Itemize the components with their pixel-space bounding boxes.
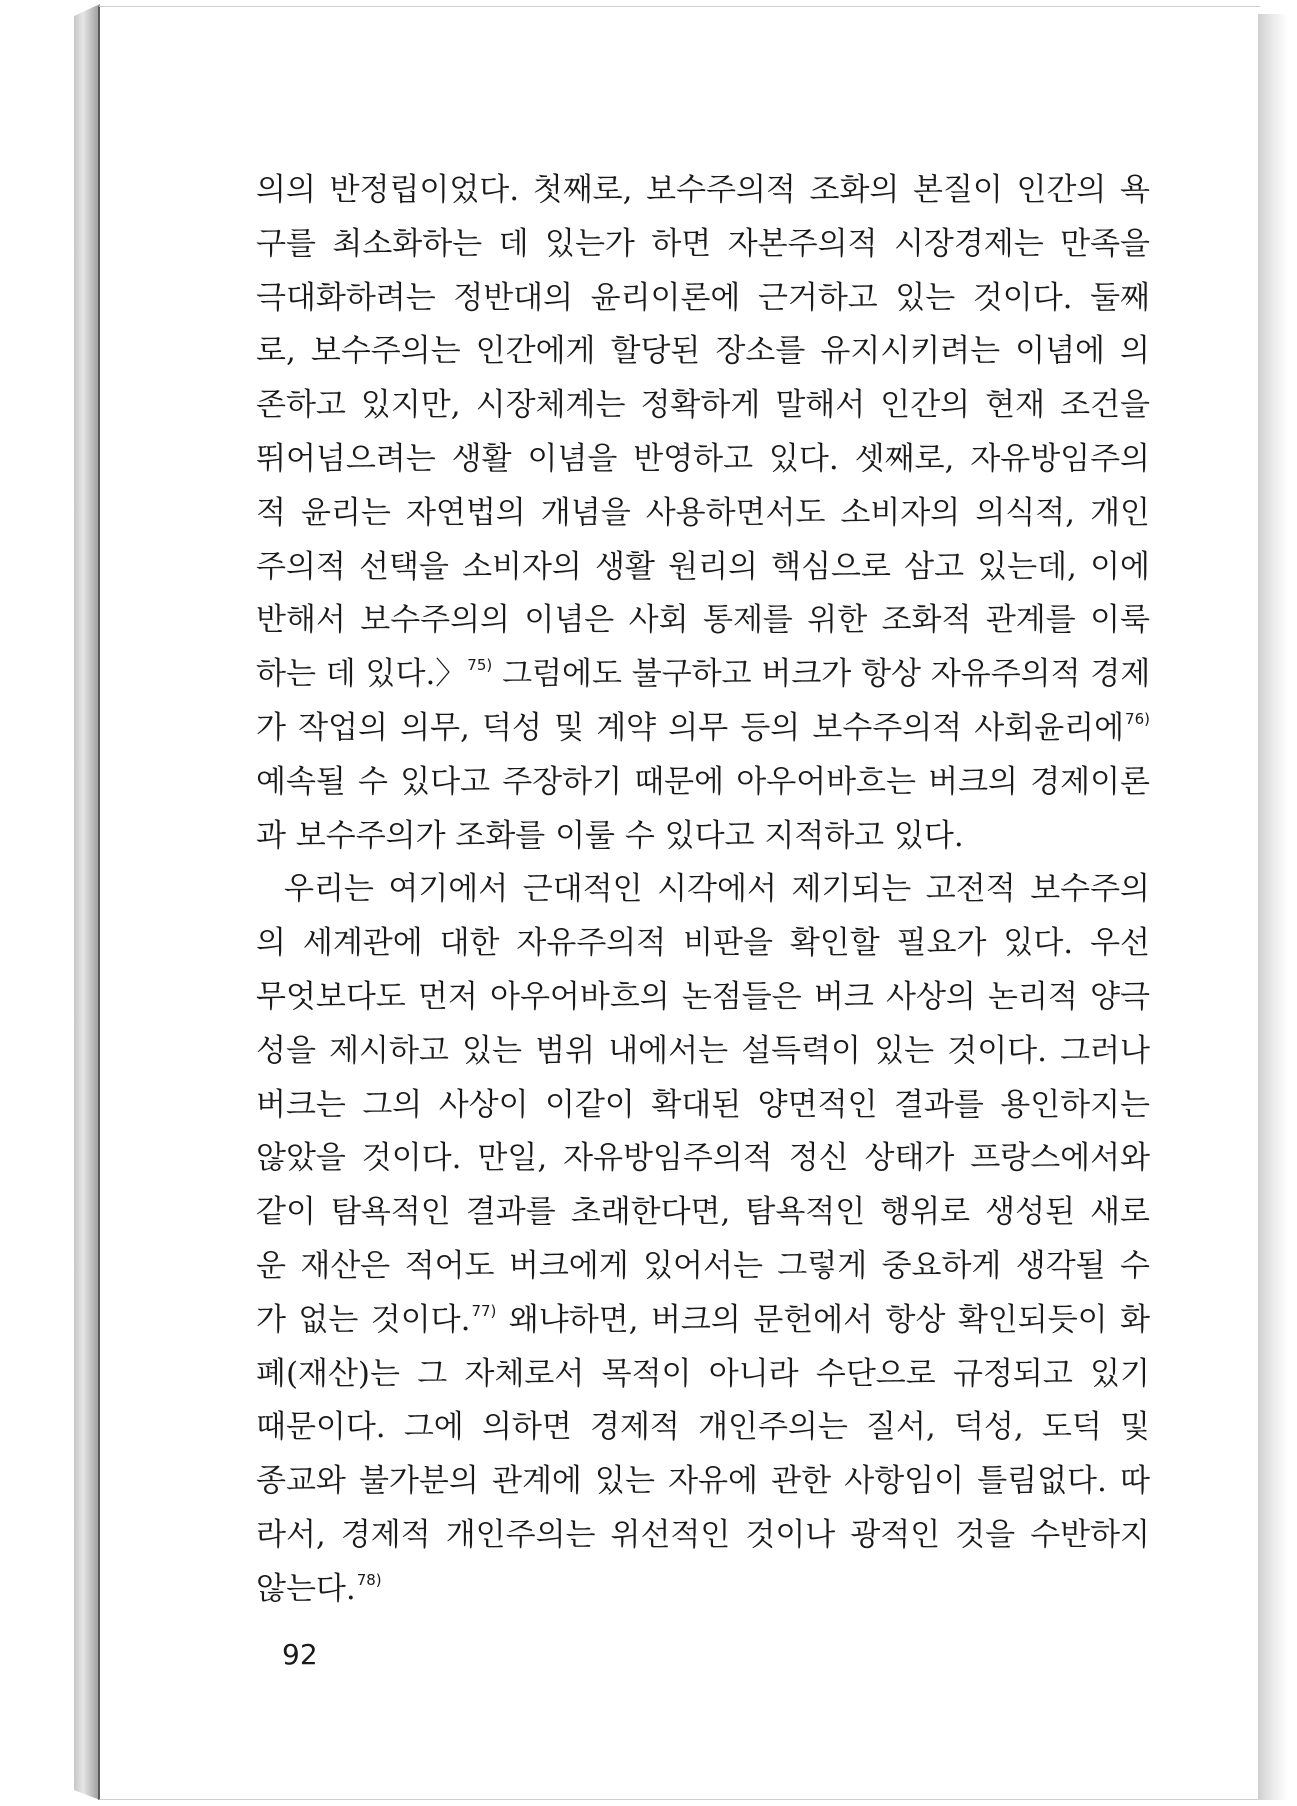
text-line	[256, 487, 1150, 541]
text-line	[256, 218, 1150, 272]
text-line	[256, 1348, 1150, 1402]
text-line	[256, 594, 1150, 648]
line-text-continued: 왜냐하면, 버크의 문헌에서 항상 확인되듯이 화	[496, 1301, 1150, 1338]
line-text: 같이 탐욕적인 결과를 초래한다면, 탐욕적인 행위로 생성된 새로	[256, 1194, 1150, 1231]
text-line	[256, 1132, 1150, 1186]
text-line	[256, 433, 1150, 487]
footnote-marker: 78)	[356, 1570, 382, 1589]
body-text	[256, 164, 1150, 1617]
text-line	[256, 702, 1150, 756]
text-line	[256, 379, 1150, 433]
line-text: 라서, 경제적 개인주의는 위선적인 것이나 광적인 것을 수반하지	[256, 1516, 1150, 1553]
text-line	[256, 917, 1150, 971]
text-line	[256, 272, 1150, 326]
text-line	[256, 164, 1150, 218]
footnote-marker: 76)	[1125, 709, 1150, 728]
text-line	[256, 325, 1150, 379]
text-line	[256, 1240, 1150, 1294]
text-line	[256, 863, 1150, 917]
line-text: 우리는 여기에서 근대적인 시각에서 제기되는 고전적 보수주의	[284, 871, 1150, 908]
page-number: 92	[282, 1638, 318, 1671]
line-text: 무엇보다도 먼저 아우어바흐의 논점들은 버크 사상의 논리적 양극	[256, 978, 1150, 1015]
line-text: 적 윤리는 자연법의 개념을 사용하면서도 소비자의 의식적, 개인	[256, 494, 1150, 531]
line-text: 하는 데 있다.〉	[256, 656, 467, 693]
text-line	[256, 971, 1150, 1025]
line-text: 주의적 선택을 소비자의 생활 원리의 핵심으로 삼고 있는데, 이에	[256, 548, 1150, 585]
line-text: 운 재산은 적어도 버크에게 있어서는 그렇게 중요하게 생각될 수	[256, 1247, 1150, 1284]
page-shadow	[1258, 14, 1288, 1800]
footnote-marker: 75)	[467, 656, 493, 675]
line-text: 존하고 있지만, 시장체계는 정확하게 말해서 인간의 현재 조건을	[256, 387, 1150, 424]
line-text: 로, 보수주의는 인간에게 할당된 장소를 유지시키려는 이념에 의	[256, 333, 1150, 370]
text-line	[256, 1186, 1150, 1240]
page-stack-edge	[74, 4, 100, 1800]
line-text: 예속될 수 있다고 주장하기 때문에 아우어바흐는 버크의 경제이론	[256, 763, 1150, 800]
line-text: 성을 제시하고 있는 범위 내에서는 설득력이 있는 것이다. 그러나	[256, 1032, 1150, 1069]
text-line	[256, 1401, 1150, 1455]
text-line	[256, 1455, 1150, 1509]
text-line	[256, 810, 1150, 864]
line-text: 의의 반정립이었다. 첫째로, 보수주의적 조화의 본질이 인간의 욕	[256, 172, 1150, 208]
line-text: 않았을 것이다. 만일, 자유방임주의적 정신 상태가 프랑스에서와	[256, 1140, 1150, 1177]
text-line	[256, 541, 1150, 595]
line-text: 종교와 불가분의 관계에 있는 자유에 관한 사항임이 틀림없다. 따	[256, 1463, 1150, 1500]
line-text: 과 보수주의가 조화를 이룰 수 있다고 지적하고 있다.	[256, 817, 964, 854]
line-text: 폐(재산)는 그 자체로서 목적이 아니라 수단으로 규정되고 있기	[256, 1355, 1150, 1392]
text-line	[256, 756, 1150, 810]
line-text: 가 작업의 의무, 덕성 및 계약 의무 등의 보수주의적 사회윤리에	[256, 709, 1125, 746]
line-text: 뛰어넘으려는 생활 이념을 반영하고 있다. 셋째로, 자유방임주의	[256, 440, 1150, 477]
text-line	[256, 1025, 1150, 1079]
line-text: 버크는 그의 사상이 이같이 확대된 양면적인 결과를 용인하지는	[256, 1086, 1150, 1123]
line-text-continued: 그럼에도 불구하고 버크가 항상 자유주의적 경제	[492, 656, 1151, 693]
line-text: 극대화하려는 정반대의 윤리이론에 근거하고 있는 것이다. 둘째	[256, 279, 1150, 316]
line-text: 때문이다. 그에 의하면 경제적 개인주의는 질서, 덕성, 도덕 및	[256, 1409, 1150, 1446]
text-line	[256, 648, 1150, 702]
footnote-marker: 77)	[471, 1301, 497, 1320]
line-text: 구를 최소화하는 데 있는가 하면 자본주의적 시장경제는 만족을	[256, 225, 1150, 262]
line-text: 의 세계관에 대한 자유주의적 비판을 확인할 필요가 있다. 우선	[256, 925, 1150, 962]
text-line	[256, 1563, 1150, 1617]
line-text: 않는다.	[256, 1570, 356, 1607]
text-line	[256, 1294, 1150, 1348]
line-text: 반해서 보수주의의 이념은 사회 통제를 위한 조화적 관계를 이룩	[256, 602, 1150, 639]
text-line	[256, 1079, 1150, 1133]
line-text: 가 없는 것이다.	[256, 1301, 471, 1338]
text-line	[256, 1509, 1150, 1563]
